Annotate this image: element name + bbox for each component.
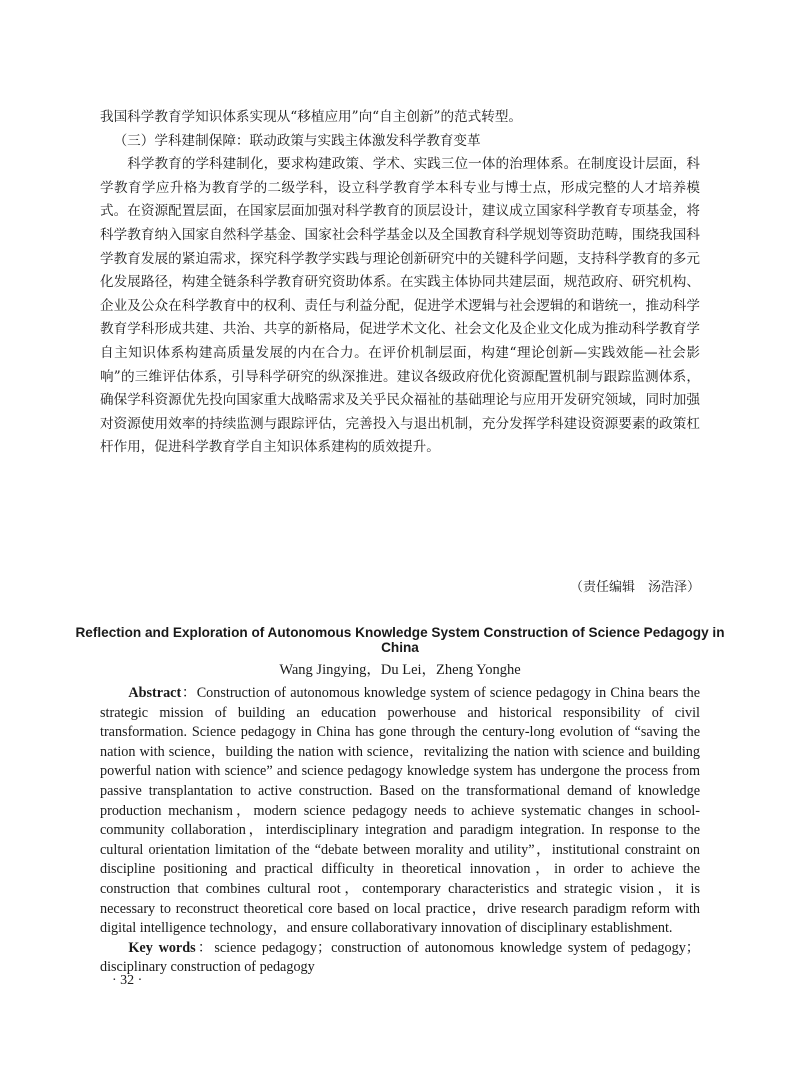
abstract-text: Construction of autonomous knowledge system of science pedagogy in China bears the strategic mission of building an education powerhouse and historical responsibility of civil transformation. Science pedagogy in China has gone through the century-long evolution of “saving the nation with science，building the nation with science，revitalizing the nation with science and building powerful nation with science” and science pedagogy knowledge system has undergone the process from passive transplantation to active construction. Based on the transformational demand of knowledge production mechanism，modern science pedagogy needs to achieve systematic changes in school-community collaboration，interdisciplinary integration and paradigm integration. In response to the cultural orientation limitation of the “debate between morality and utility”，institutional constraint on discipline positioning and practical difficulty in theoretical innovation，in order to achieve the construction that combines cultural root，contemporary characteristics and strategic vision，it is necessary to reconstruct theoretical core based on local practice，drive research paradigm reform with digital intelligence technology，and ensure collaborativary innovation of disciplinary establishment. <box>100 685 700 937</box>
english-title: Reflection and Exploration of Autonomous Knowledge System Construction of Science Pedagogy in China <box>75 625 725 655</box>
keywords-text: science pedagogy；construction of autonomous knowledge system of pedagogy；disciplinary construction of pedagogy <box>100 939 700 976</box>
responsible-editor: （责任编辑 汤浩泽） <box>569 580 700 595</box>
keywords-paragraph <box>100 939 700 978</box>
keywords-label: Key words <box>128 939 196 956</box>
section-heading: （三）学科建制保障：联动政策与实践主体激发科学教育变革 <box>113 132 481 149</box>
continuation-text: 我国科学教育学知识体系实现从“移植应用”向“自主创新”的范式转型。 <box>100 109 523 125</box>
english-authors: Wang Jingying，Du Lei，Zheng Yonghe <box>279 662 521 678</box>
abstract-label: Abstract <box>128 685 182 701</box>
english-abstract <box>100 684 700 978</box>
abstract-paragraph <box>100 684 700 939</box>
chinese-body <box>100 106 700 460</box>
abstract-separator: ： <box>181 685 197 701</box>
keywords-separator: ： <box>195 939 215 956</box>
page-number: · 32 · <box>112 973 143 988</box>
body-paragraph: 科学教育的学科建制化，要求构建政策、学术、实践三位一体的治理体系。在制度设计层面，科学教育学应升格为教育学的二级学科，设立科学教育学本科专业与博士点，形成完整的人才培养模式。在资源配置层面，在国家层面加强对科学教育的顶层设计，建议成立国家科学教育专项基金，将科学教育纳入国家自然科学基金、国家社会科学基金以及全国教育科学规划等资助范畴，围绕我国科学教育发展的紧迫需求，探究科学教学实践与理论创新研究中的关键科学问题，支持科学教育的多元化发展路径，构建全链条科学教育研究资助体系。在实践主体协同共建层面，规范政府、研究机构、企业及公众在科学教育中的权利、责任与利益分配，促进学术逻辑与社会逻辑的和谐统一，推动科学教育学科形成共建、共治、共享的新格局，促进学术文化、社会文化及企业文化成为推动科学教育学自主知识体系构建高质量发展的内在合力。在评价机制层面，构建“理论创新—实践效能—社会影响”的三维评估体系，引导科学研究的纵深推进。建议各级政府优化资源配置机制与跟踪监测体系，确保学科资源优先投向国家重大战略需求及关乎民众福祉的基础理论与应用开发研究领域，同时加强对资源使用效率的持续监测与跟踪评估，完善投入与退出机制，充分发挥学科建设资源要素的政策杠杆作用，促进科学教育学自主知识体系建构的质效提升。 <box>100 156 700 456</box>
